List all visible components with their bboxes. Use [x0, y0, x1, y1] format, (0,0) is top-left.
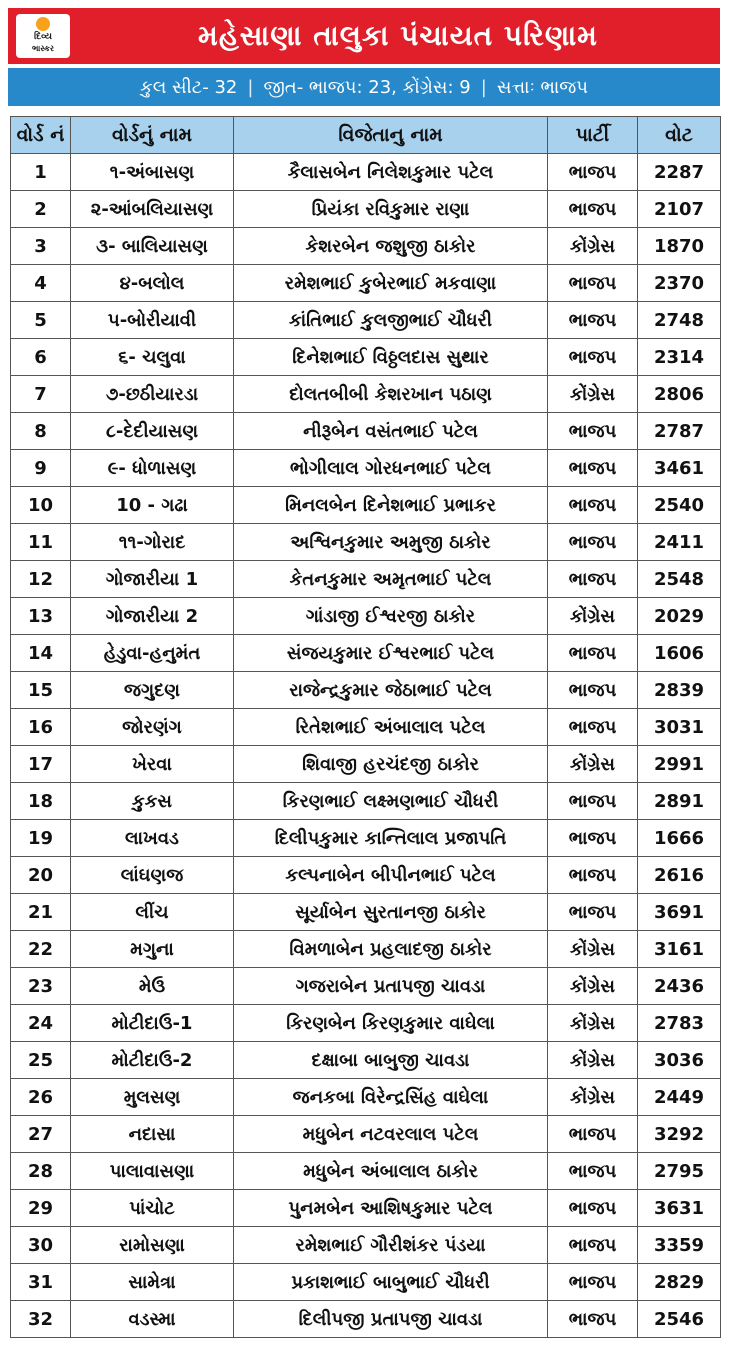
ward-name: મુલસણ [71, 1079, 234, 1116]
table-row [11, 894, 721, 931]
party: ભાજપ [548, 635, 638, 672]
winner-name: રાજેન્દ્રકુમાર જેઠાભાઈ પટેલ [234, 672, 548, 709]
party: ભાજપ [548, 524, 638, 561]
table-row [11, 191, 721, 228]
ward-name: ખેરવા [71, 746, 234, 783]
party: ભાજપ [548, 820, 638, 857]
party: કોંગ્રેસ [548, 598, 638, 635]
table-header-row [11, 117, 721, 154]
party: કોંગ્રેસ [548, 931, 638, 968]
winner-name: રિતેશભાઈ અંબાલાલ પટેલ [234, 709, 548, 746]
table-row [11, 376, 721, 413]
table-row [11, 1190, 721, 1227]
votes: 2891 [638, 783, 721, 820]
votes: 2548 [638, 561, 721, 598]
table-row [11, 1264, 721, 1301]
table-row [11, 1079, 721, 1116]
ward-name: રામોસણા [71, 1227, 234, 1264]
table-row [11, 857, 721, 894]
ward-name: ૯- ધોળાસણ [71, 450, 234, 487]
votes: 2991 [638, 746, 721, 783]
ward-number: 7 [11, 376, 71, 413]
ward-name: ૩- બાલિયાસણ [71, 228, 234, 265]
table-row [11, 413, 721, 450]
party: ભાજપ [548, 265, 638, 302]
votes: 2546 [638, 1301, 721, 1338]
party: ભાજપ [548, 1264, 638, 1301]
table-row [11, 709, 721, 746]
party: ભાજપ [548, 1227, 638, 1264]
table-row [11, 783, 721, 820]
ward-number: 19 [11, 820, 71, 857]
ward-number: 8 [11, 413, 71, 450]
votes: 1870 [638, 228, 721, 265]
table-row [11, 154, 721, 191]
ward-name: કુકસ [71, 783, 234, 820]
ward-number: 17 [11, 746, 71, 783]
winner-name: કાંતિભાઈ કુલજીભાઈ ચૌધરી [234, 302, 548, 339]
winner-name: વિમળાબેન પ્રહલાદજી ઠાકોર [234, 931, 548, 968]
ward-name: લાંઘણજ [71, 857, 234, 894]
party: કોંગ્રેસ [548, 1005, 638, 1042]
votes: 3031 [638, 709, 721, 746]
winner-name: મધુબેન નટવરલાલ પટેલ [234, 1116, 548, 1153]
votes: 2783 [638, 1005, 721, 1042]
ward-number: 2 [11, 191, 71, 228]
col-header-party: પાર્ટી [548, 117, 638, 154]
ward-number: 6 [11, 339, 71, 376]
votes: 2287 [638, 154, 721, 191]
ward-number: 16 [11, 709, 71, 746]
votes: 3036 [638, 1042, 721, 1079]
votes: 3292 [638, 1116, 721, 1153]
ward-name: ૧૧-ગોરાદ [71, 524, 234, 561]
votes: 2829 [638, 1264, 721, 1301]
party: ભાજપ [548, 894, 638, 931]
winner-name: કેતનકુમાર અમૃતભાઈ પટેલ [234, 561, 548, 598]
ward-name: ૪-બલોલ [71, 265, 234, 302]
winner-name: ભોગીલાલ ગોરધનભાઈ પટેલ [234, 450, 548, 487]
party: ભાજપ [548, 1190, 638, 1227]
votes: 3631 [638, 1190, 721, 1227]
winner-name: કેશરબેન જશુજી ઠાકોર [234, 228, 548, 265]
win-count: જીત- ભાજપ: 23, કોંગ્રેસ: 9 [263, 76, 471, 98]
ward-number: 15 [11, 672, 71, 709]
party: કોંગ્રેસ [548, 746, 638, 783]
ward-name: જગુદણ [71, 672, 234, 709]
winner-name: નીરૂબેન વસંતભાઈ પટેલ [234, 413, 548, 450]
votes: 2411 [638, 524, 721, 561]
ward-number: 4 [11, 265, 71, 302]
ward-number: 11 [11, 524, 71, 561]
winner-name: પ્રિયંકા રવિકુમાર રાણા [234, 191, 548, 228]
ward-number: 13 [11, 598, 71, 635]
table-row [11, 1116, 721, 1153]
party: ભાજપ [548, 154, 638, 191]
table-row [11, 598, 721, 635]
ward-number: 1 [11, 154, 71, 191]
votes: 3359 [638, 1227, 721, 1264]
ward-name: મોટીદાઉ-2 [71, 1042, 234, 1079]
winner-name: પ્રકાશભાઈ બાબુભાઈ ચૌધરી [234, 1264, 548, 1301]
page-title: મહેસાણા તાલુકા પંચાયત પરિણામ [198, 19, 598, 52]
ward-number: 22 [11, 931, 71, 968]
ward-number: 30 [11, 1227, 71, 1264]
winner-name: સંજયકુમાર ઈશ્વરભાઈ પટેલ [234, 635, 548, 672]
table-row [11, 302, 721, 339]
header-banner [8, 8, 720, 64]
ward-name: 10 - ગઢા [71, 487, 234, 524]
party: ભાજપ [548, 487, 638, 524]
ward-number: 10 [11, 487, 71, 524]
winner-name: પુનમબેન આશિષકુમાર પટેલ [234, 1190, 548, 1227]
ward-name: પાલાવાસણા [71, 1153, 234, 1190]
winner-name: સૂર્યાબેન સુરતાનજી ઠાકોર [234, 894, 548, 931]
table-row [11, 746, 721, 783]
col-header-votes: વોટ [638, 117, 721, 154]
winner-name: દિલીપજી પ્રતાપજી ચાવડા [234, 1301, 548, 1338]
divya-bhaskar-logo [16, 14, 70, 58]
table-row [11, 265, 721, 302]
table-row [11, 524, 721, 561]
votes: 3461 [638, 450, 721, 487]
ward-number: 25 [11, 1042, 71, 1079]
separator: | [480, 76, 487, 98]
table-row [11, 1005, 721, 1042]
table-row [11, 968, 721, 1005]
votes: 2370 [638, 265, 721, 302]
ward-name: લીંચ [71, 894, 234, 931]
ward-number: 24 [11, 1005, 71, 1042]
ward-name: ૫-બોરીયાવી [71, 302, 234, 339]
ward-name: લાખવડ [71, 820, 234, 857]
votes: 2616 [638, 857, 721, 894]
party: કોંગ્રેસ [548, 228, 638, 265]
votes: 2314 [638, 339, 721, 376]
ward-number: 18 [11, 783, 71, 820]
table-row [11, 561, 721, 598]
votes: 1666 [638, 820, 721, 857]
ward-name: ૬- ચલુવા [71, 339, 234, 376]
party: ભાજપ [548, 1116, 638, 1153]
votes: 3691 [638, 894, 721, 931]
ward-number: 27 [11, 1116, 71, 1153]
ward-name: પાંચોટ [71, 1190, 234, 1227]
winner-name: દોલતબીબી કેશરખાન પઠાણ [234, 376, 548, 413]
votes: 2449 [638, 1079, 721, 1116]
table-row [11, 1042, 721, 1079]
table-row [11, 820, 721, 857]
winner-name: દક્ષાબા બાબુજી ચાવડા [234, 1042, 548, 1079]
winner-name: કૈલાસબેન નિલેશકુમાર પટેલ [234, 154, 548, 191]
ward-number: 21 [11, 894, 71, 931]
ward-name: નદાસા [71, 1116, 234, 1153]
col-header-ward-no: વોર્ડ નં [11, 117, 71, 154]
ward-number: 3 [11, 228, 71, 265]
party: ભાજપ [548, 191, 638, 228]
table-row [11, 931, 721, 968]
logo-text-line1: દિવ્ય [34, 32, 52, 42]
party: ભાજપ [548, 857, 638, 894]
votes: 2787 [638, 413, 721, 450]
logo-text-line2: ભાસ્કર [31, 44, 55, 53]
ward-name: મોટીદાઉ-1 [71, 1005, 234, 1042]
sun-icon [36, 17, 50, 31]
votes: 2806 [638, 376, 721, 413]
winner-name: મિનલબેન દિનેશભાઈ પ્રભાકર [234, 487, 548, 524]
col-header-ward-name: વોર્ડનું નામ [71, 117, 234, 154]
votes: 2839 [638, 672, 721, 709]
ward-name: મગુના [71, 931, 234, 968]
winner-name: રમેશભાઈ ગૌરીશંકર પંડયા [234, 1227, 548, 1264]
summary-bar [8, 68, 720, 106]
ward-number: 28 [11, 1153, 71, 1190]
winner-name: ગજરાબેન પ્રતાપજી ચાવડા [234, 968, 548, 1005]
party: ભાજપ [548, 783, 638, 820]
ward-name: ૧-અંબાસણ [71, 154, 234, 191]
votes: 3161 [638, 931, 721, 968]
table-row [11, 1153, 721, 1190]
table-row [11, 672, 721, 709]
party: ભાજપ [548, 450, 638, 487]
total-seats: કુલ સીટ- 32 [139, 76, 238, 98]
winner-name: રમેશભાઈ કુબેરભાઈ મકવાણા [234, 265, 548, 302]
table-row [11, 1227, 721, 1264]
party: કોંગ્રેસ [548, 1079, 638, 1116]
votes: 2107 [638, 191, 721, 228]
ward-number: 12 [11, 561, 71, 598]
ward-number: 31 [11, 1264, 71, 1301]
winner-name: કલ્પનાબેન બીપીનભાઈ પટેલ [234, 857, 548, 894]
party: ભાજપ [548, 1153, 638, 1190]
ward-number: 32 [11, 1301, 71, 1338]
ward-name: ગોજારીયા 2 [71, 598, 234, 635]
ward-number: 14 [11, 635, 71, 672]
party: કોંગ્રેસ [548, 968, 638, 1005]
votes: 2029 [638, 598, 721, 635]
party: ભાજપ [548, 672, 638, 709]
table-row [11, 228, 721, 265]
ward-name: સામેત્રા [71, 1264, 234, 1301]
winner-name: કિરણબેન કિરણકુમાર વાઘેલા [234, 1005, 548, 1042]
table-row [11, 339, 721, 376]
winner-name: અશ્વિનકુમાર અમુજી ઠાકોર [234, 524, 548, 561]
party: કોંગ્રેસ [548, 1042, 638, 1079]
winner-name: દિનેશભાઈ વિઠ્ઠલદાસ સુથાર [234, 339, 548, 376]
table-body [11, 154, 721, 1338]
ward-name: ૮-દેદીયાસણ [71, 413, 234, 450]
party: ભાજપ [548, 339, 638, 376]
votes: 2540 [638, 487, 721, 524]
ward-name: ૨-આંબલિયાસણ [71, 191, 234, 228]
col-header-winner-name: વિજેતાનુ નામ [234, 117, 548, 154]
ward-number: 26 [11, 1079, 71, 1116]
separator: | [247, 76, 254, 98]
ward-number: 20 [11, 857, 71, 894]
winner-name: મધુબેન અંબાલાલ ઠાકોર [234, 1153, 548, 1190]
votes: 2748 [638, 302, 721, 339]
results-table [10, 116, 721, 1338]
party: ભાજપ [548, 709, 638, 746]
ward-number: 9 [11, 450, 71, 487]
ward-number: 5 [11, 302, 71, 339]
winner-name: જનકબા વિરેન્દ્રસિંહ વાઘેલા [234, 1079, 548, 1116]
winner-name: કિરણભાઈ લક્ષ્મણભાઈ ચૌધરી [234, 783, 548, 820]
winner-name: દિલીપકુમાર કાન્તિલાલ પ્રજાપતિ [234, 820, 548, 857]
ward-name: મેઉ [71, 968, 234, 1005]
party: ભાજપ [548, 302, 638, 339]
table-row [11, 635, 721, 672]
ruling-party: સત્તાઃ ભાજપ [496, 76, 588, 98]
ward-name: જોરણંગ [71, 709, 234, 746]
winner-name: ગાંડાજી ઈશ્વરજી ઠાકોર [234, 598, 548, 635]
table-row [11, 1301, 721, 1338]
ward-name: ૭-છઠીયારડા [71, 376, 234, 413]
ward-name: ગોજારીયા 1 [71, 561, 234, 598]
ward-number: 29 [11, 1190, 71, 1227]
winner-name: શિવાજી હરચંદજી ઠાકોર [234, 746, 548, 783]
party: ભાજપ [548, 1301, 638, 1338]
party: ભાજપ [548, 413, 638, 450]
party: ભાજપ [548, 561, 638, 598]
votes: 2795 [638, 1153, 721, 1190]
ward-number: 23 [11, 968, 71, 1005]
votes: 1606 [638, 635, 721, 672]
ward-name: હેડુવા-હનુમંત [71, 635, 234, 672]
votes: 2436 [638, 968, 721, 1005]
party: કોંગ્રેસ [548, 376, 638, 413]
table-row [11, 450, 721, 487]
table-row [11, 487, 721, 524]
ward-name: વડસ્મા [71, 1301, 234, 1338]
